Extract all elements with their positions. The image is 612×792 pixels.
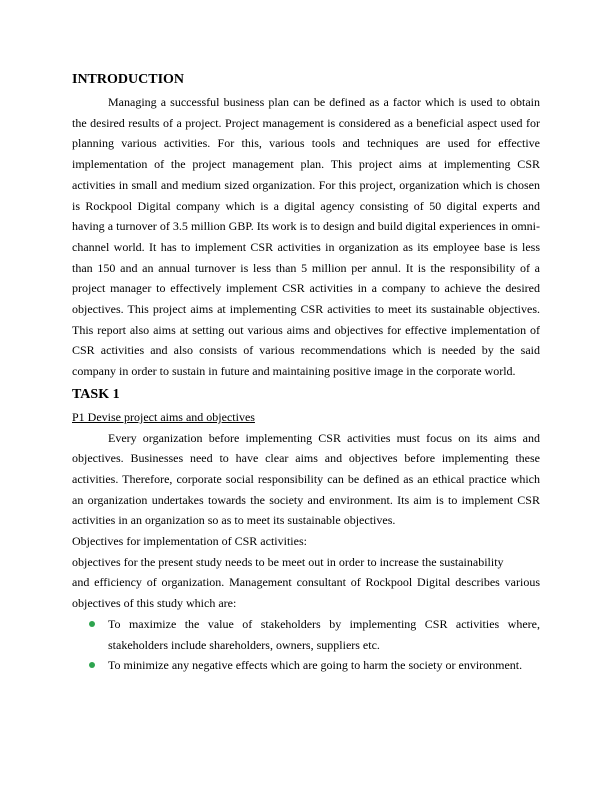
task1-heading: TASK 1 [72, 386, 120, 402]
objectives-label: Objectives for implementation of CSR activities: [72, 534, 307, 549]
list-item [72, 614, 540, 655]
task1-paragraph: Every organization before implementing CSR activities must focus on its aims and objectives. Businesses need to have clear aims and objectives before implementing these activities. Therefore, corporate social responsibility can be defined as an ethical practice which an organization undertakes towards the society and environment. Its aim is to implement CSR activities in an organization so as to meet its sustainable objectives. [72, 430, 540, 528]
document-page [72, 70, 540, 676]
bullet-icon [89, 621, 95, 627]
introduction-paragraph: Managing a successful business plan can be defined as a factor which is used to obtain the desired results of a project. Project management is considered as a beneficial aspect used for planning various activities. For this, various tools and techniques are used for effective implementation of the project management plan. This project aims at implementing CSR activities in small and medium sized organization. For this project, organization which is chosen is Rockpool Digital company which is a digital agency consisting of 50 digital experts and having a turnover of 3.5 million GBP. Its work is to design and build digital experiences in omni-channel world. It has to implement CSR activities in organization as its employee base is less than 150 and an annual turnover is less than 5 million per annul. It is the responsibility of a project manager to effectively implement CSR activities in a company to achieve the desired objectives. This project aims at implementing CSR activities to meet its sustainable objectives. This report also aims at setting out various aims and objectives for effective implementation of CSR activities and also consists of various recommendations which is needed by the said company in order to sustain in future and maintaining positive image in the corporate world. [72, 95, 540, 379]
objectives-list [72, 614, 540, 676]
task1-subheading: P1 Devise project aims and objectives [72, 409, 255, 424]
bullet-text: To maximize the value of stakeholders by implementing CSR activities where, stakeholders include shareholders, owners, suppliers etc. [108, 616, 540, 652]
introduction-heading: INTRODUCTION [72, 72, 185, 87]
list-item [72, 655, 540, 676]
objectives-line-1: objectives for the present study needs to be meet out in order to increase the sustainability [72, 554, 504, 569]
bullet-icon [89, 662, 95, 668]
bullet-text: To minimize any negative effects which are going to harm the society or environment. [108, 658, 523, 673]
objectives-line-2: and efficiency of organization. Management consultant of Rockpool Digital describes various objectives of this study which are: [72, 575, 540, 611]
